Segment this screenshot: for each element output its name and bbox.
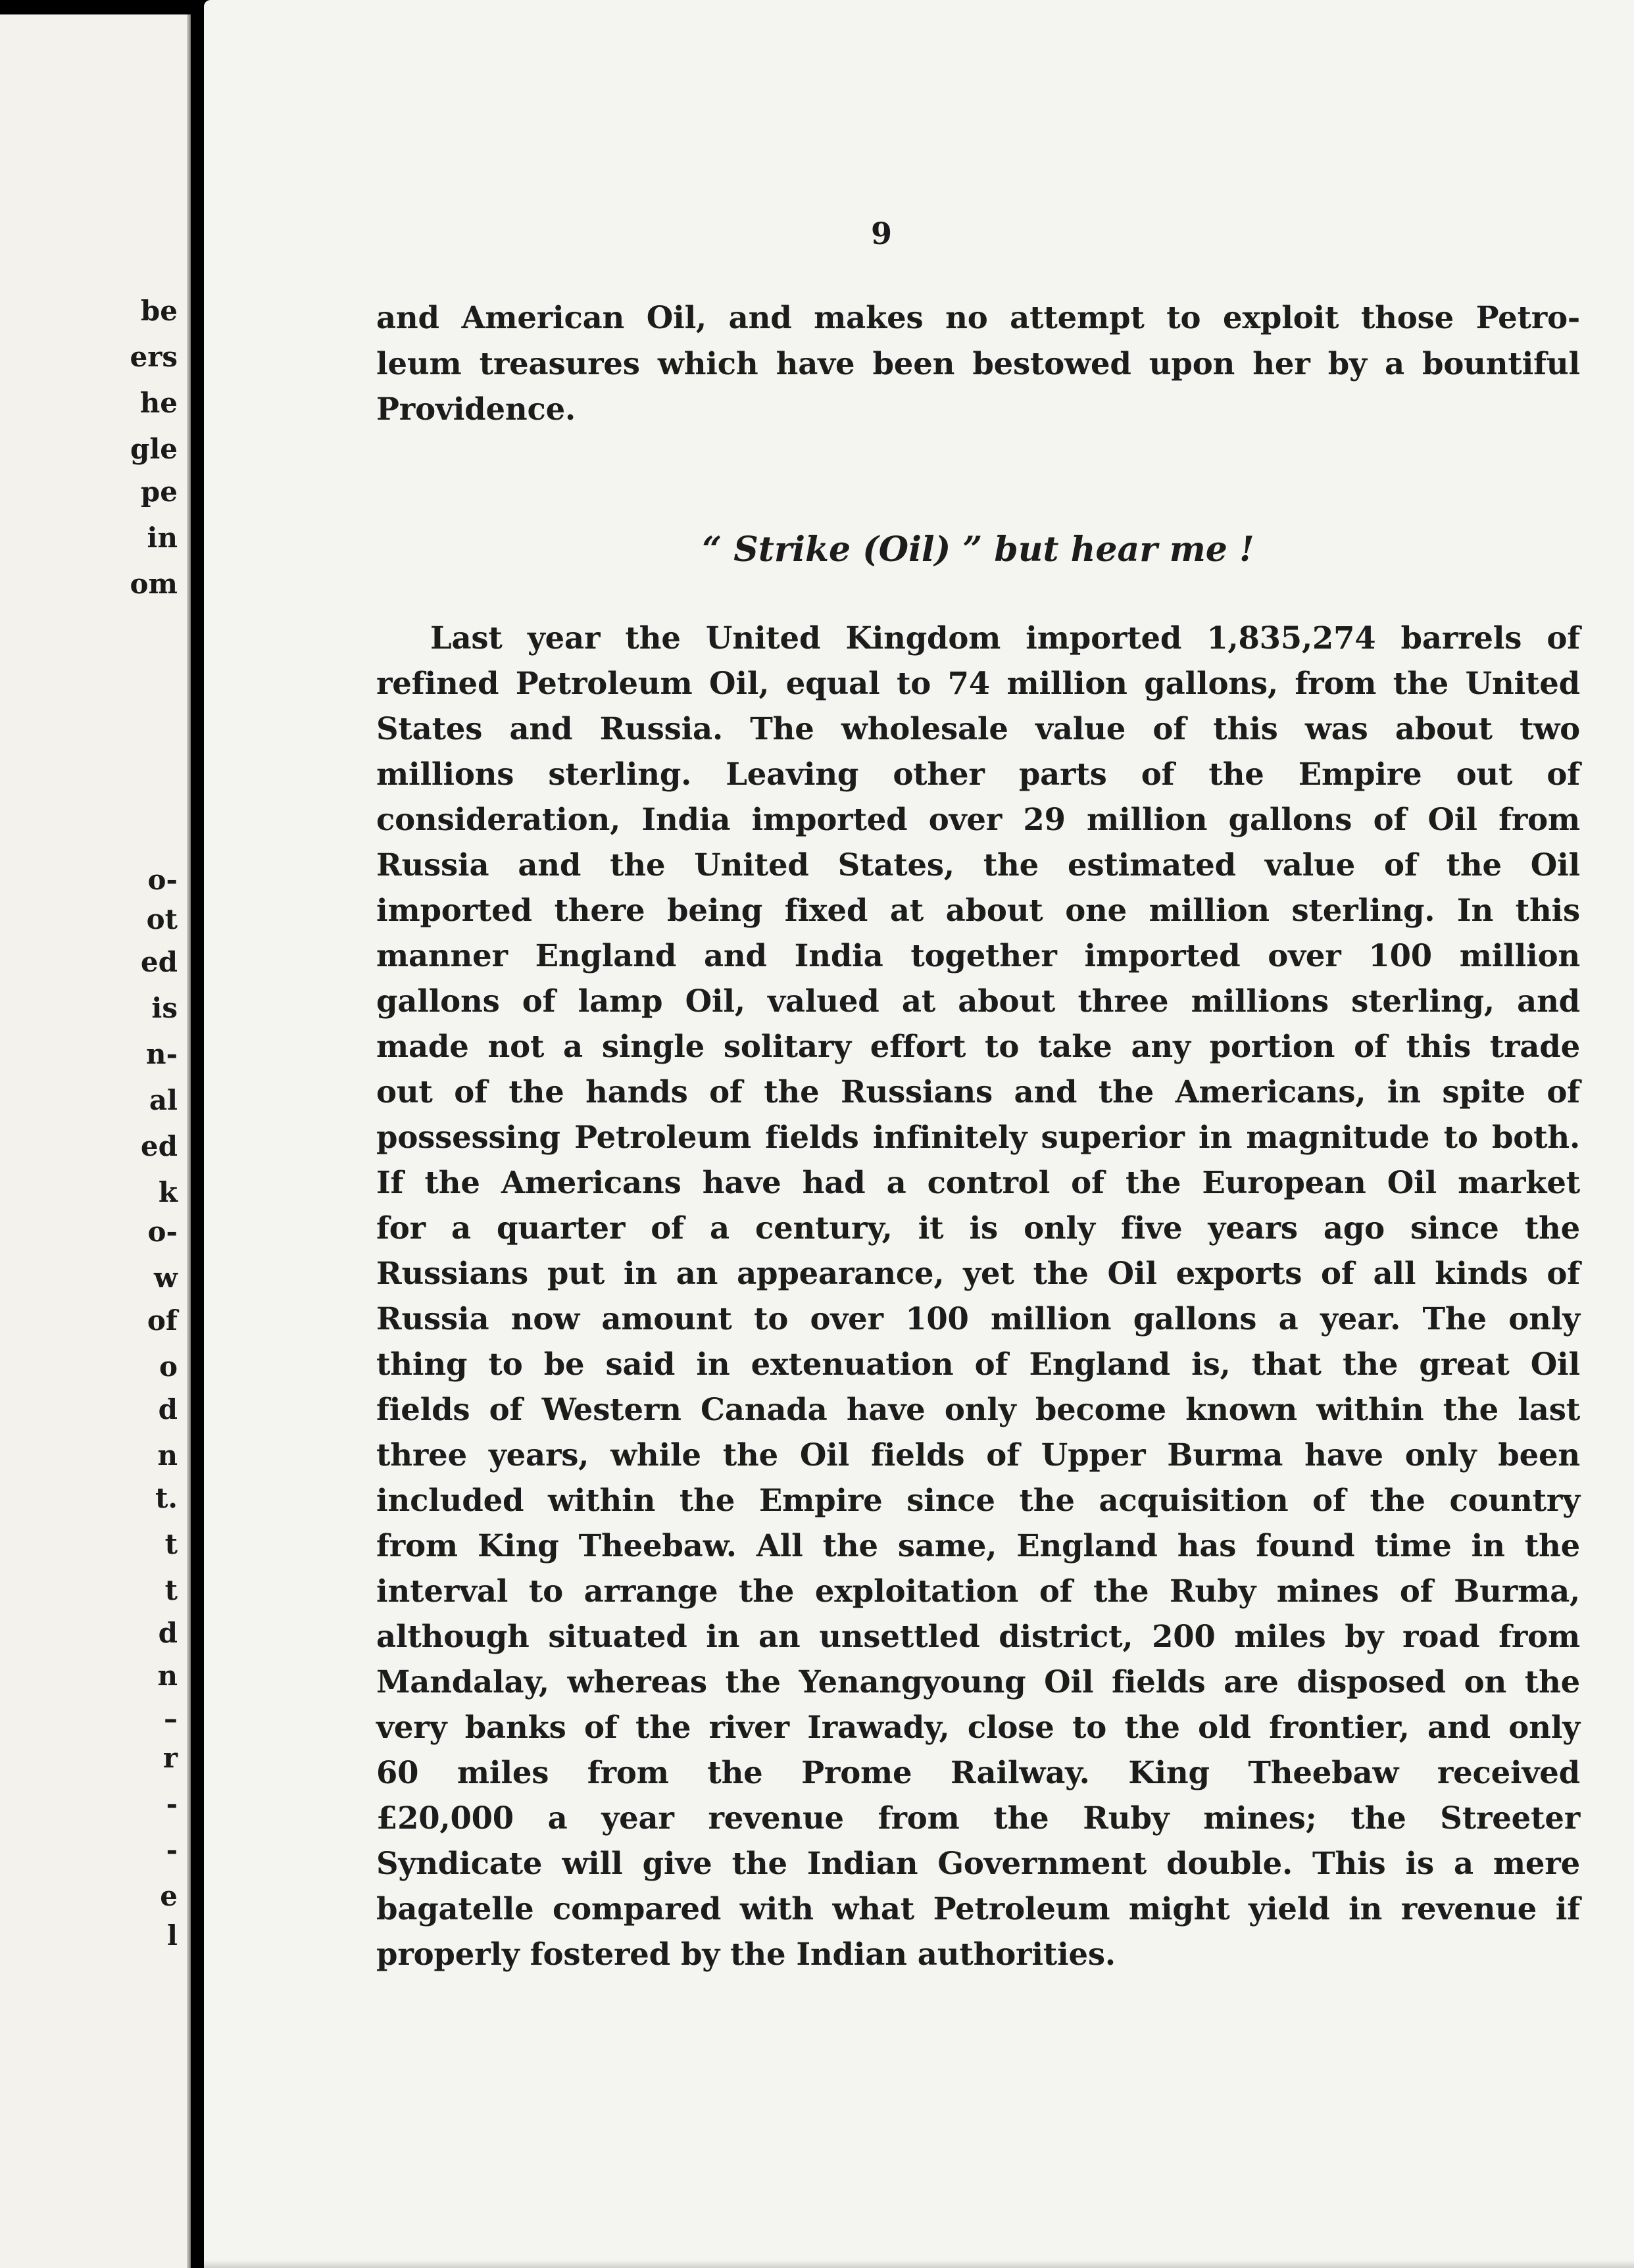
text-line: manner England and India together imported over 100 million	[376, 937, 1580, 974]
text-line: Syndicate will give the Indian Government double. This is a mere	[376, 1845, 1580, 1881]
text-line: from King Theebaw. All the same, England has found time in the	[376, 1527, 1580, 1564]
text-line: refined Petroleum Oil, equal to 74 million gallons, from the United	[376, 665, 1580, 701]
left-page-fragment: of	[147, 1304, 178, 1337]
left-page-fragment: r	[162, 1742, 178, 1774]
main-paragraph	[376, 615, 1580, 1977]
left-page-fragment: pe	[140, 476, 178, 508]
text-line: very banks of the river Irawady, close to the old frontier, and only	[376, 1709, 1580, 1745]
left-page-fragment: d	[158, 1393, 178, 1425]
left-page-fragment: om	[130, 568, 178, 600]
page-bottom-shadow	[204, 2260, 1634, 2268]
text-line: possessing Petroleum fields infinitely superior in magnitude to both.	[376, 1119, 1580, 1155]
left-page-fragment: d	[158, 1617, 178, 1649]
left-page-fragment: ot	[146, 903, 178, 935]
text-line: If the Americans have had a control of the European Oil market	[376, 1164, 1580, 1200]
left-page-text-fragments	[0, 14, 191, 2268]
left-page-fragment: k	[158, 1176, 178, 1208]
left-page-fragment: -	[166, 1788, 178, 1820]
text-line: thing to be said in extenuation of England is, that the great Oil	[376, 1346, 1580, 1382]
text-line: 60 miles from the Prome Railway. King Theebaw received	[376, 1754, 1580, 1790]
left-page-fragment: gle	[130, 433, 178, 465]
left-page-fragment: in	[147, 522, 178, 554]
text-line: although situated in an unsettled district, 200 miles by road from	[376, 1618, 1580, 1654]
left-page-fragment: n-	[146, 1038, 178, 1070]
text-line: bagatelle compared with what Petroleum might yield in revenue if	[376, 1890, 1580, 1927]
text-line: imported there being fixed at about one million sterling. In this	[376, 892, 1580, 928]
left-page-fragment: t.	[155, 1482, 178, 1514]
text-line: for a quarter of a century, it is only five years ago since the	[376, 1210, 1580, 1246]
text-line: three years, while the Oil fields of Upper Burma have only been	[376, 1437, 1580, 1473]
text-line: made not a single solitary effort to take any portion of this trade	[376, 1028, 1580, 1064]
left-page-fragment: is	[151, 992, 178, 1024]
left-page-fragment: t	[164, 1574, 178, 1606]
text-line: Mandalay, whereas the Yenangyoung Oil fields are disposed on the	[376, 1664, 1580, 1700]
left-page-fragment: he	[139, 387, 178, 419]
text-line: Last year the United Kingdom imported 1,835,274 barrels of	[430, 620, 1580, 656]
text-line: included within the Empire since the acquisition of the country	[376, 1482, 1580, 1518]
left-page-fragment: t	[164, 1528, 178, 1560]
left-page-fragment: l	[167, 1919, 178, 1952]
left-page-fragment: n	[157, 1660, 178, 1692]
left-page-fragment: ed	[140, 946, 178, 978]
left-page-fragment: -	[166, 1834, 178, 1866]
book-gutter	[191, 0, 204, 2268]
left-page-edge	[0, 14, 191, 2268]
text-line: Russia and the United States, the estimated value of the Oil	[376, 847, 1580, 883]
left-page-fragment: o-	[147, 864, 178, 896]
left-page-fragment: –	[164, 1702, 178, 1735]
right-page	[204, 0, 1634, 2268]
intro-text	[376, 295, 1580, 432]
text-line: States and Russia. The wholesale value of this was about two	[376, 710, 1580, 747]
left-page-fragment: o	[159, 1350, 178, 1383]
text-line: millions sterling. Leaving other parts of the Empire out of	[376, 756, 1580, 792]
left-page-fragment: al	[149, 1084, 178, 1116]
text-line: gallons of lamp Oil, valued at about three millions sterling, and	[376, 983, 1580, 1019]
left-page-fragment: n	[157, 1439, 178, 1471]
page-number: 9	[870, 216, 892, 251]
section-heading: “ Strike (Oil) ” but hear me !	[702, 530, 1254, 570]
text-line: fields of Western Canada have only become known within the last	[376, 1391, 1580, 1427]
left-page-fragment: e	[160, 1880, 178, 1912]
text-line: properly fostered by the Indian authorities.	[376, 1936, 1116, 1972]
left-page-fragment: o-	[147, 1216, 178, 1248]
left-page-fragment: ed	[140, 1130, 178, 1162]
text-line: out of the hands of the Russians and the Americans, in spite of	[376, 1073, 1580, 1110]
text-line: Russia now amount to over 100 million gallons a year. The only	[376, 1300, 1580, 1337]
left-page-fragment: w	[153, 1262, 178, 1294]
text-line: Russians put in an appearance, yet the Oil exports of all kinds of	[376, 1255, 1580, 1291]
text-line: interval to arrange the exploitation of the Ruby mines of Burma,	[376, 1573, 1580, 1609]
left-page-fragment: be	[140, 295, 178, 327]
text-line: and American Oil, and makes no attempt to exploit those Petro-	[376, 299, 1580, 335]
text-line: consideration, India imported over 29 million gallons of Oil from	[376, 801, 1580, 837]
left-page-fragment: ers	[130, 341, 178, 373]
text-line: Providence.	[376, 391, 576, 427]
text-line: £20,000 a year revenue from the Ruby mines; the Streeter	[376, 1800, 1580, 1836]
text-line: leum treasures which have been bestowed upon her by a bountiful	[376, 345, 1580, 382]
